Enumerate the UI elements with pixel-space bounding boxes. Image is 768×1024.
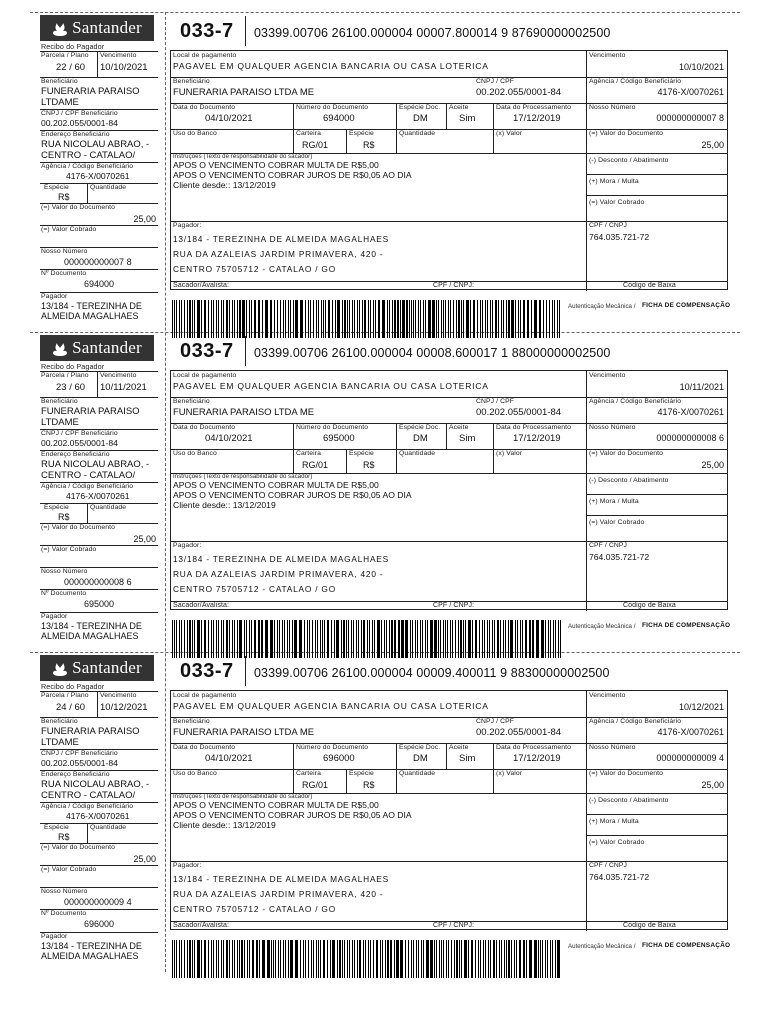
- stub-due-date: 10/11/2021: [100, 382, 147, 393]
- barcode-bar: [529, 940, 532, 978]
- barcode-bar: [201, 940, 202, 978]
- document-amount: 25,00: [701, 140, 724, 150]
- barcode-bar: [216, 940, 217, 978]
- barcode-bar: [547, 940, 548, 978]
- barcode-bar: [305, 940, 306, 978]
- barcode-bar: [400, 940, 403, 978]
- payer-city: CENTRO 75705712 - CATALAO / GO: [173, 264, 336, 274]
- barcode-bar: [349, 940, 350, 978]
- barcode-bar: [359, 940, 361, 978]
- barcode-bar: [380, 940, 381, 978]
- payer-name: 13/184 - TEREZINHA DE ALMEIDA MAGALHAES: [173, 234, 389, 244]
- barcode-bar: [413, 940, 414, 978]
- boleto-slip-3: [0, 652, 768, 972]
- barcode-bar: [172, 940, 173, 978]
- barcode-bar: [552, 940, 553, 978]
- barcode-bar: [330, 940, 331, 978]
- slip-grid: Local de pagamento PAGAVEL EM QUALQUER AGENCIA BANCARIA OU CASA LOTERICA Vencimento 10/11/2021 Beneficiário FUNERARIA PARAISO LTDA ME CNPJ / CPF 00.202.055/0001-84 Agência / Código Beneficiário 4176-X/0070261 Data do Documento 04/10/2021 Número do Documento 695000 Espécie Doc. DM Aceite Sim Data do Processamento 17/12/2019 Nosso Número 000000000008 6 Uso do Banco Carteira RG/01 Espécie R$ Quantidade (x) Valor (=) Valor do Documento 25,00 Instruções (Texto de responsabilidade do sacador) APOS O VENCIMENTO COBRAR MULTA DE R$5,00 APOS O VENCIMENTO COBRAR JUROS DE R$0,05 AO DIA Cliente desde:: 13/12/2019 (-) Desconto / Abatimento (+) Mora / Multa (=) Valor Cobrado Pagador: 13/184 - TEREZINHA DE ALMEIDA MAGALHAES RUA DA AZALEIAS JARDIM PRIMAVERA, 420 - CENTRO 75705712 - CATALAO / GO CPF / CNPJ 764.035.721-72 Sacador/Avalista: CPF / CNPJ: Código de Baixa: [170, 370, 728, 610]
- barcode-bar: [184, 940, 185, 978]
- barcode-bar: [179, 940, 180, 978]
- barcode-bar: [323, 940, 325, 978]
- barcode-bar: [327, 940, 328, 978]
- instruction-fine: APOS O VENCIMENTO COBRAR MULTA DE R$5,00: [173, 800, 379, 810]
- barcode-bar: [538, 940, 539, 978]
- barcode-bar: [408, 940, 409, 978]
- instruction-client-since: Cliente desde:: 13/12/2019: [173, 500, 276, 510]
- barcode-bar: [176, 940, 177, 978]
- barcode-bar: [223, 940, 224, 978]
- barcode-bar: [448, 940, 449, 978]
- barcode-bar: [493, 940, 495, 978]
- beneficiary-cnpj: 00.202.055/0001-84: [476, 87, 562, 98]
- bank-code: 033-7: [180, 660, 234, 682]
- barcode-bar: [181, 940, 182, 978]
- barcode-bar: [339, 940, 341, 978]
- stub-our-number: 000000000007 8: [64, 257, 132, 267]
- stub-cnpj: 00.202.055/0001-84: [41, 118, 118, 128]
- document-number: 694000: [323, 113, 355, 124]
- barcode-bar: [352, 940, 353, 978]
- payer-cpf: 764.035.721-72: [589, 232, 650, 242]
- barcode-bar: [285, 940, 286, 978]
- payer-city: CENTRO 75705712 - CATALAO / GO: [173, 584, 336, 594]
- stub-document-number: 694000: [84, 279, 115, 289]
- document-amount: 25,00: [701, 460, 724, 470]
- beneficiary: FUNERARIA PARAISO LTDA ME: [173, 727, 315, 738]
- receipt-stub: Santander Recibo do Pagador Parcela / Plano Vencimento 22 / 60 10/10/2021 Beneficiário FUNERARIA PARAISO LTDAME CNPJ / CPF Beneficiário 00.202.055/0001-84 Endereço Beneficiário RUA NICOLAU ABRAO, - CENTRO - CATALAO/ Agência / Código Beneficiário 4176-X/0070261 Espécie Quantidade R$ (=) Valor do Documento 25,00 (=) Valor Cobrado Nosso Número 000000000007 8 Nº Documento 694000 Pagador 13/184 - TEREZINHA DE ALMEIDA MAGALHAES: [40, 15, 158, 315]
- bank-logo: [40, 335, 154, 361]
- receipt-title: Recibo do Pagador: [41, 42, 105, 51]
- slip-grid: Local de pagamento PAGAVEL EM QUALQUER AGENCIA BANCARIA OU CASA LOTERICA Vencimento 10/12/2021 Beneficiário FUNERARIA PARAISO LTDA ME CNPJ / CPF 00.202.055/0001-84 Agência / Código Beneficiário 4176-X/0070261 Data do Documento 04/10/2021 Número do Documento 696000 Espécie Doc. DM Aceite Sim Data do Processamento 17/12/2019 Nosso Número 000000000009 4 Uso do Banco Carteira RG/01 Espécie R$ Quantidade (x) Valor (=) Valor do Documento 25,00 Instruções (Texto de responsabilidade do sacador) APOS O VENCIMENTO COBRAR MULTA DE R$5,00 APOS O VENCIMENTO COBRAR JUROS DE R$0,05 AO DIA Cliente desde:: 13/12/2019 (-) Desconto / Abatimento (+) Mora / Multa (=) Valor Cobrado Pagador: 13/184 - TEREZINHA DE ALMEIDA MAGALHAES RUA DA AZALEIAS JARDIM PRIMAVERA, 420 - CENTRO 75705712 - CATALAO / GO CPF / CNPJ 764.035.721-72 Sacador/Avalista: CPF / CNPJ: Código de Baixa: [170, 690, 728, 930]
- payment-slip: 033-7 03399.00706 26100.000004 00007.800014 9 87690000002500 Local de pagamento PAGAVEL EM QUALQUER AGENCIA BANCARIA OU CASA LOTERICA Vencimento 10/10/2021 Beneficiário FUNERARIA PARAISO LTDA ME CNPJ / CPF 00.202.055/0001-84 Agência / Código Beneficiário 4176-X/0070261 Data do Documento 04/10/2021 Número do Documento 694000 Espécie Doc. DM Aceite Sim Data do Processamento 17/12/2019 Nosso Número 000000000007 8 Uso do Banco Carteira RG/01 Espécie R$ Quantidade (x) Valor (=) Valor do Documento 25,00 Instruções (Texto de responsabilidade do sacador) APOS O VENCIMENTO COBRAR MULTA DE R$5,00 APOS O VENCIMENTO COBRAR JUROS DE R$0,05 AO DIA Cliente desde:: 13/12/2019 (-) Desconto / Abatimento (+) Mora / Multa (=) Valor Cobrado Pagador: 13/184 - TEREZINHA DE ALMEIDA MAGALHAES RUA DA AZALEIAS JARDIM PRIMAVERA, 420 - CENTRO 75705712 - CATALAO / GO CPF / CNPJ 764.035.721-72 Sacador/Avalista: CPF / CNPJ: Código de Baixa Autenticação Mecânica / FICHA DE COMPENSAÇÃO: [170, 12, 728, 342]
- acceptance: Sim: [459, 113, 476, 124]
- barcode-bar: [311, 940, 312, 978]
- barcode-bar: [461, 940, 462, 978]
- barcode-bar: [347, 940, 348, 978]
- instruction-client-since: Cliente desde:: 13/12/2019: [173, 180, 276, 190]
- instruction-interest: APOS O VENCIMENTO COBRAR JUROS DE R$0,05 AO DIA: [173, 170, 412, 180]
- acceptance: Sim: [459, 433, 476, 444]
- stub-agency-code: 4176-X/0070261: [66, 811, 130, 821]
- digitable-line: 03399.00706 26100.000004 00009.400011 9 88300000002500: [254, 666, 610, 680]
- currency: R$: [363, 140, 375, 150]
- our-number: 000000000009 4: [656, 753, 724, 763]
- barcode-bar: [273, 940, 274, 978]
- barcode-bar: [516, 940, 517, 978]
- payment-place: PAGAVEL EM QUALQUER AGENCIA BANCARIA OU CASA LOTERICA: [173, 701, 489, 711]
- wallet: RG/01: [302, 780, 329, 790]
- barcode-bar: [221, 940, 222, 978]
- document-date: 04/10/2021: [205, 113, 253, 124]
- barcode-bar: [421, 940, 422, 978]
- barcode-bar: [506, 940, 507, 978]
- barcode-bar: [483, 940, 484, 978]
- barcode-bar: [337, 940, 338, 978]
- stub-address: RUA NICOLAU ABRAO, -: [41, 779, 150, 790]
- payer-address: RUA DA AZALEIAS JARDIM PRIMAVERA, 420 -: [173, 249, 384, 259]
- barcode-bar: [555, 940, 556, 978]
- document-date: 04/10/2021: [205, 753, 253, 764]
- barcode-bar: [471, 940, 473, 978]
- due-date: 10/10/2021: [678, 62, 724, 72]
- barcode-bar: [189, 940, 191, 978]
- stub-installment: 24 / 60: [56, 702, 86, 713]
- stub-due-date: 10/10/2021: [100, 62, 148, 73]
- barcode-bar: [211, 940, 212, 978]
- barcode: [172, 940, 564, 978]
- barcode-bar: [394, 940, 395, 978]
- document-type: DM: [413, 753, 428, 764]
- stub-beneficiary: FUNERARIA PARAISO: [41, 86, 140, 97]
- payer-cpf: 764.035.721-72: [589, 552, 650, 562]
- barcode-bar: [308, 940, 309, 978]
- santander-flame-icon: [52, 659, 68, 677]
- agency-code: 4176-X/0070261: [657, 727, 724, 737]
- barcode-bar: [300, 940, 301, 978]
- document-type: DM: [413, 113, 428, 124]
- bank-logo: [40, 15, 154, 41]
- stub-document-number: 695000: [84, 599, 115, 609]
- barcode-bar: [241, 940, 243, 978]
- barcode-bar: [501, 940, 502, 978]
- barcode-bar: [194, 940, 195, 978]
- agency-code: 4176-X/0070261: [657, 87, 724, 97]
- stub-installment: 23 / 60: [56, 382, 86, 393]
- barcode-bar: [290, 940, 293, 978]
- bank-code: 033-7: [180, 20, 234, 42]
- barcode-bar: [288, 940, 289, 978]
- barcode-bar: [526, 940, 527, 978]
- barcode-bar: [436, 940, 437, 978]
- bank-name: Santander: [72, 18, 142, 37]
- processing-date: 17/12/2019: [513, 753, 561, 764]
- barcode-bar: [540, 940, 541, 978]
- barcode-bar: [318, 940, 319, 978]
- barcode-bar: [451, 940, 452, 978]
- barcode-bar: [454, 940, 455, 978]
- stub-our-number: 000000000008 6: [64, 577, 132, 587]
- barcode-bar: [320, 940, 321, 978]
- barcode-bar: [267, 940, 270, 978]
- barcode-bar: [387, 940, 389, 978]
- beneficiary: FUNERARIA PARAISO LTDA ME: [173, 87, 315, 98]
- barcode-bar: [226, 940, 228, 978]
- document-type: DM: [413, 433, 428, 444]
- barcode-bar: [396, 940, 399, 978]
- barcode-bar: [283, 940, 284, 978]
- barcode-bar: [247, 940, 248, 978]
- agency-code: 4176-X/0070261: [657, 407, 724, 417]
- document-number: 696000: [323, 753, 355, 764]
- barcode-bar: [416, 940, 417, 978]
- instruction-interest: APOS O VENCIMENTO COBRAR JUROS DE R$0,05 AO DIA: [173, 490, 412, 500]
- stub-payer: 13/184 - TEREZINHA DE: [41, 941, 142, 951]
- our-number: 000000000007 8: [656, 113, 724, 123]
- stub-our-number: 000000000009 4: [64, 897, 132, 907]
- barcode-bar: [418, 940, 419, 978]
- payer-name: 13/184 - TEREZINHA DE ALMEIDA MAGALHAES: [173, 554, 389, 564]
- barcode-bar: [511, 940, 512, 978]
- barcode-bar: [550, 940, 551, 978]
- barcode-bar: [332, 940, 335, 978]
- barcode-bar: [370, 940, 371, 978]
- barcode-bar: [490, 940, 491, 978]
- barcode-bar: [557, 940, 560, 978]
- barcode-bar: [504, 940, 505, 978]
- stub-payer: 13/184 - TEREZINHA DE: [41, 301, 142, 311]
- barcode-bar: [430, 940, 433, 978]
- barcode-bar: [213, 940, 214, 978]
- stub-agency-code: 4176-X/0070261: [66, 491, 130, 501]
- barcode-bar: [464, 940, 467, 978]
- barcode-bar: [534, 940, 537, 978]
- due-date: 10/12/2021: [678, 702, 724, 712]
- stub-cnpj: 00.202.055/0001-84: [41, 438, 118, 448]
- payer-address: RUA DA AZALEIAS JARDIM PRIMAVERA, 420 -: [173, 569, 384, 579]
- payment-place: PAGAVEL EM QUALQUER AGENCIA BANCARIA OU CASA LOTERICA: [173, 61, 489, 71]
- stub-installment: 22 / 60: [56, 62, 86, 73]
- barcode-bar: [344, 940, 345, 978]
- stub-beneficiary: FUNERARIA PARAISO: [41, 406, 140, 417]
- stub-cnpj: 00.202.055/0001-84: [41, 758, 118, 768]
- boleto-slip-1: [0, 12, 768, 332]
- payer-city: CENTRO 75705712 - CATALAO / GO: [173, 904, 336, 914]
- receipt-title: Recibo do Pagador: [41, 682, 105, 691]
- barcode-bar: [237, 940, 238, 978]
- barcode-bar: [423, 940, 424, 978]
- barcode-bar: [382, 940, 383, 978]
- barcode-bar: [229, 940, 230, 978]
- stub-address: RUA NICOLAU ABRAO, -: [41, 459, 150, 470]
- barcode-bar: [439, 940, 440, 978]
- barcode-bar: [426, 940, 429, 978]
- barcode-bar: [208, 940, 209, 978]
- barcode-bar: [376, 940, 378, 978]
- slip-grid: Local de pagamento PAGAVEL EM QUALQUER AGENCIA BANCARIA OU CASA LOTERICA Vencimento 10/10/2021 Beneficiário FUNERARIA PARAISO LTDA ME CNPJ / CPF 00.202.055/0001-84 Agência / Código Beneficiário 4176-X/0070261 Data do Documento 04/10/2021 Número do Documento 694000 Espécie Doc. DM Aceite Sim Data do Processamento 17/12/2019 Nosso Número 000000000007 8 Uso do Banco Carteira RG/01 Espécie R$ Quantidade (x) Valor (=) Valor do Documento 25,00 Instruções (Texto de responsabilidade do sacador) APOS O VENCIMENTO COBRAR MULTA DE R$5,00 APOS O VENCIMENTO COBRAR JUROS DE R$0,05 AO DIA Cliente desde:: 13/12/2019 (-) Desconto / Abatimento (+) Mora / Multa (=) Valor Cobrado Pagador: 13/184 - TEREZINHA DE ALMEIDA MAGALHAES RUA DA AZALEIAS JARDIM PRIMAVERA, 420 - CENTRO 75705712 - CATALAO / GO CPF / CNPJ 764.035.721-72 Sacador/Avalista: CPF / CNPJ: Código de Baixa: [170, 50, 728, 290]
- beneficiary: FUNERARIA PARAISO LTDA ME: [173, 407, 315, 418]
- beneficiary-cnpj: 00.202.055/0001-84: [476, 407, 562, 418]
- payer-name: 13/184 - TEREZINHA DE ALMEIDA MAGALHAES: [173, 874, 389, 884]
- barcode-bar: [218, 940, 219, 978]
- barcode-bar: [475, 940, 476, 978]
- barcode-bar: [262, 940, 265, 978]
- due-date: 10/11/2021: [679, 382, 724, 392]
- bank-name: Santander: [72, 338, 142, 357]
- barcode-bar: [373, 940, 374, 978]
- barcode-bar: [275, 940, 276, 978]
- barcode-bar: [480, 940, 481, 978]
- barcode-bar: [514, 940, 515, 978]
- barcode-bar: [249, 940, 250, 978]
- stub-amount: 25,00: [133, 854, 156, 864]
- digitable-line: 03399.00706 26100.000004 00007.800014 9 87690000002500: [254, 26, 611, 40]
- barcode-bar: [488, 940, 489, 978]
- barcode-bar: [197, 940, 200, 978]
- stub-document-number: 696000: [84, 919, 115, 929]
- barcode-bar: [456, 940, 458, 978]
- bank-name: Santander: [72, 658, 142, 677]
- barcode-bar: [368, 940, 369, 978]
- instruction-client-since: Cliente desde:: 13/12/2019: [173, 820, 276, 830]
- wallet: RG/01: [302, 460, 329, 470]
- barcode-bar: [204, 940, 206, 978]
- barcode-bar: [280, 940, 281, 978]
- barcode-bar: [411, 940, 412, 978]
- santander-flame-icon: [52, 19, 68, 37]
- barcode-bar: [232, 940, 233, 978]
- instruction-interest: APOS O VENCIMENTO COBRAR JUROS DE R$0,05 AO DIA: [173, 810, 412, 820]
- barcode-bar: [271, 940, 272, 978]
- barcode-bar: [519, 940, 521, 978]
- barcode-bar: [508, 940, 510, 978]
- receipt-stub: Santander Recibo do Pagador Parcela / Plano Vencimento 24 / 60 10/12/2021 Beneficiário FUNERARIA PARAISO LTDAME CNPJ / CPF Beneficiário 00.202.055/0001-84 Endereço Beneficiário RUA NICOLAU ABRAO, - CENTRO - CATALAO/ Agência / Código Beneficiário 4176-X/0070261 Espécie Quantidade R$ (=) Valor do Documento 25,00 (=) Valor Cobrado Nosso Número 000000000009 4 Nº Documento 696000 Pagador 13/184 - TEREZINHA DE ALMEIDA MAGALHAES: [40, 655, 158, 955]
- instruction-fine: APOS O VENCIMENTO COBRAR MULTA DE R$5,00: [173, 480, 379, 490]
- receipt-title: Recibo do Pagador: [41, 362, 105, 371]
- barcode-bar: [545, 940, 546, 978]
- payer-cpf: 764.035.721-72: [589, 872, 650, 882]
- barcode-bar: [542, 940, 543, 978]
- barcode-bar: [365, 940, 366, 978]
- our-number: 000000000008 6: [656, 433, 724, 443]
- wallet: RG/01: [302, 140, 329, 150]
- processing-date: 17/12/2019: [513, 113, 561, 124]
- barcode-bar: [234, 940, 235, 978]
- payment-place: PAGAVEL EM QUALQUER AGENCIA BANCARIA OU CASA LOTERICA: [173, 381, 489, 391]
- barcode-bar: [499, 940, 500, 978]
- stub-payer: 13/184 - TEREZINHA DE: [41, 621, 142, 631]
- payer-address: RUA DA AZALEIAS JARDIM PRIMAVERA, 420 -: [173, 889, 384, 899]
- document-amount: 25,00: [701, 780, 724, 790]
- santander-flame-icon: [52, 339, 68, 357]
- barcode-bar: [390, 940, 392, 978]
- barcode-bar: [174, 940, 175, 978]
- stub-beneficiary: FUNERARIA PARAISO: [41, 726, 140, 737]
- barcode-bar: [523, 940, 525, 978]
- barcode-bar: [303, 940, 304, 978]
- acceptance: Sim: [459, 753, 476, 764]
- barcode-bar: [244, 940, 245, 978]
- payment-slip: 033-7 03399.00706 26100.000004 00008.600017 1 88000000002500 Local de pagamento PAGAVEL EM QUALQUER AGENCIA BANCARIA OU CASA LOTERICA Vencimento 10/11/2021 Beneficiário FUNERARIA PARAISO LTDA ME CNPJ / CPF 00.202.055/0001-84 Agência / Código Beneficiário 4176-X/0070261 Data do Documento 04/10/2021 Número do Documento 695000 Espécie Doc. DM Aceite Sim Data do Processamento 17/12/2019 Nosso Número 000000000008 6 Uso do Banco Carteira RG/01 Espécie R$ Quantidade (x) Valor (=) Valor do Documento 25,00 Instruções (Texto de responsabilidade do sacador) APOS O VENCIMENTO COBRAR MULTA DE R$5,00 APOS O VENCIMENTO COBRAR JUROS DE R$0,05 AO DIA Cliente desde:: 13/12/2019 (-) Desconto / Abatimento (+) Mora / Multa (=) Valor Cobrado Pagador: 13/184 - TEREZINHA DE ALMEIDA MAGALHAES RUA DA AZALEIAS JARDIM PRIMAVERA, 420 - CENTRO 75705712 - CATALAO / GO CPF / CNPJ 764.035.721-72 Sacador/Avalista: CPF / CNPJ: Código de Baixa Autenticação Mecânica / FICHA DE COMPENSAÇÃO: [170, 332, 728, 662]
- barcode-bar: [313, 940, 314, 978]
- processing-date: 17/12/2019: [513, 433, 561, 444]
- barcode-bar: [459, 940, 460, 978]
- barcode-bar: [239, 940, 240, 978]
- barcode-bar: [434, 940, 435, 978]
- barcode-bar: [468, 940, 469, 978]
- beneficiary-cnpj: 00.202.055/0001-84: [476, 727, 562, 738]
- barcode-bar: [187, 940, 188, 978]
- barcode-bar: [496, 940, 497, 978]
- currency: R$: [363, 460, 375, 470]
- barcode-bar: [342, 940, 343, 978]
- barcode-bar: [443, 940, 444, 978]
- barcode-bar: [316, 940, 317, 978]
- stub-due-date: 10/12/2021: [100, 702, 148, 713]
- digitable-line: 03399.00706 26100.000004 00008.600017 1 88000000002500: [254, 346, 611, 360]
- receipt-stub: Santander Recibo do Pagador Parcela / Plano Vencimento 23 / 60 10/11/2021 Beneficiário FUNERARIA PARAISO LTDAME CNPJ / CPF Beneficiário 00.202.055/0001-84 Endereço Beneficiário RUA NICOLAU ABRAO, - CENTRO - CATALAO/ Agência / Código Beneficiário 4176-X/0070261 Espécie Quantidade R$ (=) Valor do Documento 25,00 (=) Valor Cobrado Nosso Número 000000000008 6 Nº Documento 695000 Pagador 13/184 - TEREZINHA DE ALMEIDA MAGALHAES: [40, 335, 158, 635]
- barcode-bar: [405, 940, 406, 978]
- barcode-bar: [252, 940, 254, 978]
- stub-amount: 25,00: [133, 214, 156, 224]
- stub-address: RUA NICOLAU ABRAO, -: [41, 139, 150, 150]
- bank-code: 033-7: [180, 340, 234, 362]
- boleto-slip-2: [0, 332, 768, 652]
- barcode-bar: [446, 940, 447, 978]
- barcode-bar: [441, 940, 442, 978]
- barcode-bar: [478, 940, 479, 978]
- document-number: 695000: [323, 433, 355, 444]
- instruction-fine: APOS O VENCIMENTO COBRAR MULTA DE R$5,00: [173, 160, 379, 170]
- stub-agency-code: 4176-X/0070261: [66, 171, 130, 181]
- barcode-bar: [363, 940, 364, 978]
- barcode-bar: [354, 940, 355, 978]
- barcode-bar: [256, 940, 258, 978]
- barcode-bar: [278, 940, 279, 978]
- barcode-bar: [357, 940, 358, 978]
- barcode-bar: [192, 940, 193, 978]
- document-date: 04/10/2021: [205, 433, 253, 444]
- currency: R$: [363, 780, 375, 790]
- bank-logo: [40, 655, 154, 681]
- barcode-bar: [295, 940, 298, 978]
- barcode-bar: [385, 940, 386, 978]
- barcode-bar: [259, 940, 260, 978]
- payment-slip: 033-7 03399.00706 26100.000004 00009.400011 9 88300000002500 Local de pagamento PAGAVEL EM QUALQUER AGENCIA BANCARIA OU CASA LOTERICA Vencimento 10/12/2021 Beneficiário FUNERARIA PARAISO LTDA ME CNPJ / CPF 00.202.055/0001-84 Agência / Código Beneficiário 4176-X/0070261 Data do Documento 04/10/2021 Número do Documento 696000 Espécie Doc. DM Aceite Sim Data do Processamento 17/12/2019 Nosso Número 000000000009 4 Uso do Banco Carteira RG/01 Espécie R$ Quantidade (x) Valor (=) Valor do Documento 25,00 Instruções (Texto de responsabilidade do sacador) APOS O VENCIMENTO COBRAR MULTA DE R$5,00 APOS O VENCIMENTO COBRAR JUROS DE R$0,05 AO DIA Cliente desde:: 13/12/2019 (-) Desconto / Abatimento (+) Mora / Multa (=) Valor Cobrado Pagador: 13/184 - TEREZINHA DE ALMEIDA MAGALHAES RUA DA AZALEIAS JARDIM PRIMAVERA, 420 - CENTRO 75705712 - CATALAO / GO CPF / CNPJ 764.035.721-72 Sacador/Avalista: CPF / CNPJ: Código de Baixa Autenticação Mecânica / FICHA DE COMPENSAÇÃO: [170, 652, 728, 982]
- barcode-bar: [485, 940, 486, 978]
- stub-amount: 25,00: [133, 534, 156, 544]
